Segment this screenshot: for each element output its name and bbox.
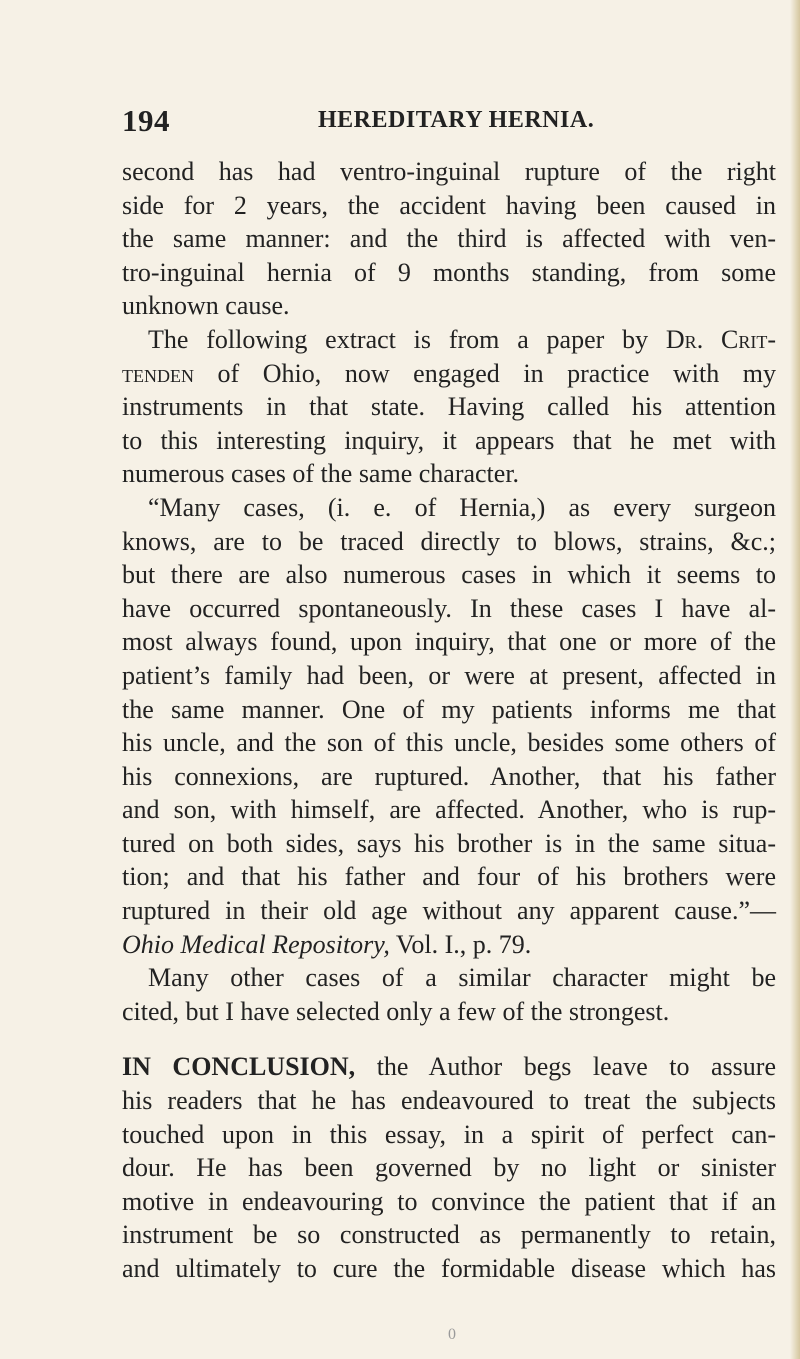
text-line: the same manner: and the third is affected with ven- <box>122 224 776 254</box>
page-edge-stain <box>790 0 800 1359</box>
text-line: and ultimately to cure the formidable disease which has <box>122 1254 776 1283</box>
text-line: side for 2 years, the accident having been caused in <box>122 190 776 220</box>
text-line: Many other cases of a similar character might be <box>148 963 776 993</box>
quote-line: the same manner. One of my patients informs me that <box>122 694 776 724</box>
text-line: cited, but I have selected only a few of the strongest. <box>122 996 670 1026</box>
body-text <box>122 155 776 1286</box>
page-header <box>122 103 772 143</box>
quote-line: knows, are to be traced directly to blows, strains, &c.; <box>122 526 776 556</box>
text-line: unknown cause. <box>122 291 290 321</box>
author-name-cont: tenden <box>122 358 194 388</box>
text-line: second has had ventro-inguinal rupture of the right <box>122 157 776 186</box>
citation-line <box>122 928 776 962</box>
author-name: Dr. Crit- <box>665 324 776 354</box>
quote-line: “Many cases, (i. e. of Hernia,) as every surgeon <box>148 492 776 522</box>
citation-detail: Vol. I., p. 79. <box>389 929 532 959</box>
text-line <box>122 323 776 357</box>
text-line: his readers that he has endeavoured to treat the subjects <box>122 1086 776 1116</box>
text-run: of Ohio, now engaged in practice with my <box>193 358 776 388</box>
page-number: 194 <box>122 103 170 138</box>
quote-line: most always found, upon inquiry, that one or more of the <box>122 627 776 657</box>
quote-line: and son, with himself, are affected. Another, who is rup- <box>122 795 776 825</box>
text-line: numerous cases of the same character. <box>122 459 520 489</box>
quote-line: ruptured in their old age without any apparent cause.”— <box>122 896 776 926</box>
text-line <box>122 1050 776 1084</box>
quote-line: patient’s family had been, or were at present, affected in <box>122 660 776 690</box>
quote-line: have occurred spontaneously. In these cases I have al- <box>122 593 776 623</box>
text-line: to this interesting inquiry, it appears that he met with <box>122 425 776 455</box>
text-line: touched upon in this essay, in a spirit of perfect can- <box>122 1119 776 1149</box>
quote-line: his uncle, and the son of this uncle, besides some others of <box>122 728 776 758</box>
text-line: dour. He has been governed by no light or sinister <box>122 1153 776 1183</box>
conclusion-lead: IN CONCLUSION, <box>122 1052 356 1082</box>
text-line: tro-inguinal hernia of 9 months standing, from some <box>122 257 776 287</box>
quote-line: his connexions, are ruptured. Another, that his father <box>122 761 776 791</box>
text-run: the Author begs leave to assure <box>355 1052 776 1082</box>
quote-line: tured on both sides, says his brother is in the same situa- <box>122 828 776 858</box>
section-gap <box>122 1028 776 1050</box>
quote-line: tion; and that his father and four of his brothers were <box>122 862 776 892</box>
text-line: instruments in that state. Having called his attention <box>122 392 776 422</box>
text-line: motive in endeavouring to convince the patient that if an <box>122 1186 776 1216</box>
text-run: The following extract is from a paper by <box>148 324 666 354</box>
citation-source: Ohio Medical Repository, <box>122 929 390 959</box>
stray-mark: 0 <box>448 1326 456 1343</box>
quote-line: but there are also numerous cases in which it seems to <box>122 560 776 590</box>
text-line <box>122 357 776 391</box>
running-head: HEREDITARY HERNIA. <box>318 107 595 133</box>
text-line: instrument be so constructed as permanently to retain, <box>122 1220 776 1250</box>
